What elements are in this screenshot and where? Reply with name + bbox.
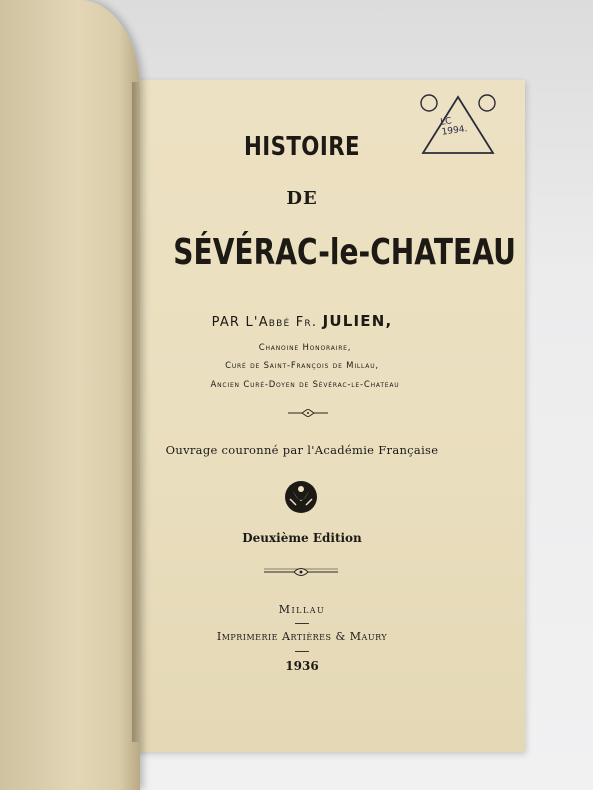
author-prefix: PAR L'Abbé Fr. <box>211 315 318 330</box>
title-line-3: SÉVÉRAC-le-CHATEAU <box>173 232 516 273</box>
author-title-2: Curé de Saint-François de Millau, <box>225 361 379 371</box>
author-title-1: Chanoine Honoraire, <box>258 343 352 353</box>
separator-rule <box>295 651 309 652</box>
ornament-icon <box>264 566 338 578</box>
separator-rule <box>295 623 309 624</box>
title-line-1: HISTOIRE <box>243 132 360 162</box>
award-line: Ouvrage couronné par l'Académie Française <box>165 443 439 457</box>
publisher-city: Millau <box>278 603 326 616</box>
author-name: JULIEN, <box>322 312 393 330</box>
divider-ornament-icon <box>288 409 328 417</box>
gutter-shadow <box>132 82 140 742</box>
publication-year: 1936 <box>285 659 319 673</box>
stamp-line-2: 1994. <box>441 124 469 138</box>
author-line <box>137 312 467 330</box>
stamp-handwriting <box>440 114 468 137</box>
edition-label: Deuxième Edition <box>242 531 362 545</box>
publisher-printer: Imprimerie Artières & Maury <box>216 630 388 643</box>
title-page <box>137 80 525 752</box>
left-page <box>0 0 140 790</box>
stamp-line-1: LC <box>439 116 453 128</box>
author-title-3: Ancien Curé-Doyen de Sévérac-le-Chateau <box>210 380 400 390</box>
title-line-2: DE <box>286 188 318 209</box>
printer-emblem-icon <box>283 479 319 515</box>
